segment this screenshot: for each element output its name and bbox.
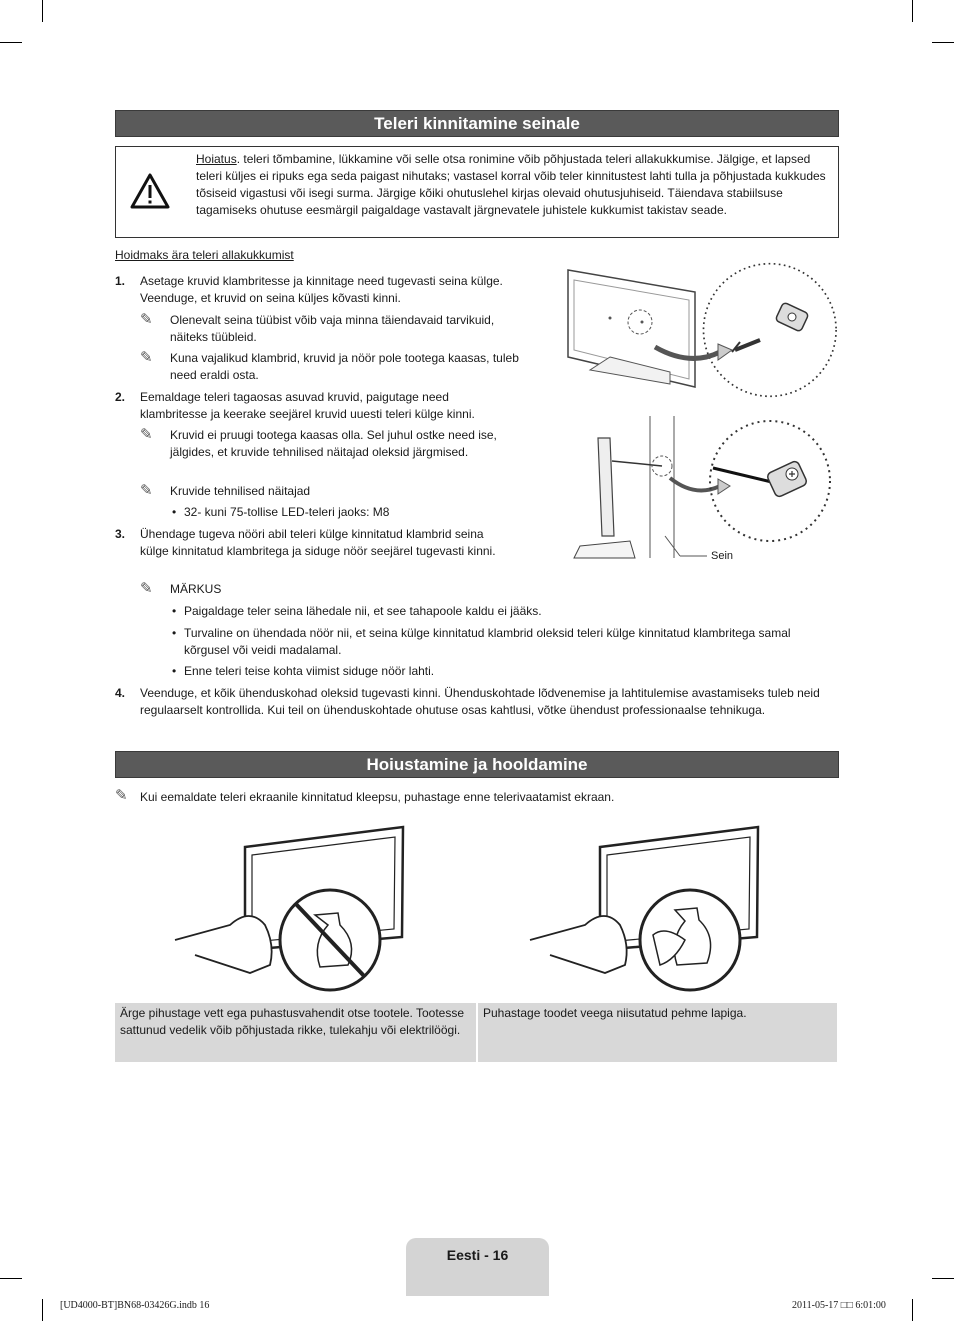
step-text: Ühendage tugeva nööri abil teleri külge kinnitatud klambrid seina külge kinnitatud klambritega ja siduge nöör seejärel tugevasti kinni. — [140, 527, 496, 558]
section-title-wall-mount: Teleri kinnitamine seinale — [115, 110, 839, 137]
bullet-text: 32- kuni 75-tollise LED-teleri jaoks: M8 — [184, 505, 390, 519]
bullet-dot: • — [172, 664, 177, 678]
bullet-text: Enne teleri teise kohta viimist siduge nöör lahti. — [184, 664, 435, 678]
crop-mark — [42, 0, 43, 22]
warning-triangle-icon — [130, 173, 170, 209]
tv-back-bracket-illustration — [560, 262, 840, 402]
pencil-note-icon: ✎ — [140, 482, 153, 499]
step-number: 1. — [115, 274, 126, 288]
caption-no-spray: Ärge pihustage vett ega puhastusvahendit otse tootele. Tootesse sattunud vedelik võib põhjustada rikke, tulekahju või elektrilöögi. — [115, 1003, 476, 1062]
pencil-note-icon: ✎ — [140, 349, 153, 366]
caption-wipe: Puhastage toodet veega niisutatud pehme lapiga. — [478, 1003, 837, 1062]
note-text: Olenevalt seina tüübist võib vaja minna täiendavaid tarvikuid, näiteks tüübleid. — [170, 313, 495, 344]
step-number: 3. — [115, 527, 126, 541]
wall-label: Sein — [711, 550, 734, 562]
bullet-dot: • — [172, 626, 177, 640]
step-number: 4. — [115, 686, 126, 700]
note-text: Kuna vajalikud klambrid, kruvid ja nöör pole tootega kaasas, tuleb need eraldi osta. — [170, 351, 519, 382]
pencil-note-icon: ✎ — [140, 311, 153, 328]
bullet-dot: • — [172, 505, 177, 519]
bullet-text: Turvaline on ühendada nöör nii, et seina külge kinnitatud klambrid oleksid teleri külge kinnitatud klambritega samal kõrgusel või veidi madalamal. — [184, 626, 791, 657]
tv-side-wall-illustration — [570, 416, 850, 566]
crop-mark — [912, 0, 913, 22]
no-spray-illustration — [170, 825, 410, 990]
crop-mark — [932, 42, 954, 43]
note-text: Kruvid ei pruugi tootega kaasas olla. Sel juhul ostke need ise, jälgides, et kruvide tehnilised näitajad oleksid järgmised. — [170, 428, 497, 459]
warning-text — [196, 151, 826, 219]
slug-file: [UD4000-BT]BN68-03426G.indb 16 — [60, 1300, 210, 1311]
crop-mark — [0, 1278, 22, 1279]
step-text: Veenduge, et kõik ühenduskohad oleksid tugevasti kinni. Ühenduskohtade lõdvenemise ja lahtitulemise avastamiseks tuleb neid regulaarselt kontrollida. Kui teil on ühenduskohtade ohutuse osas kahtlusi, võtke ühendust professionaalse tehnikuga. — [140, 686, 820, 717]
slug-date: 2011-05-17 □□ 6:01:00 — [792, 1300, 886, 1311]
warning-box — [115, 146, 839, 238]
section-title-storage-care: Hoiustamine ja hooldamine — [115, 751, 839, 778]
subheading-prevent-fall: Hoidmaks ära teleri allakukkumist — [115, 248, 294, 262]
step-number: 2. — [115, 390, 126, 404]
pencil-note-icon: ✎ — [115, 787, 128, 804]
bullet-text: Paigaldage teler seina lähedale nii, et see tahapoole kaldu ei jääks. — [184, 604, 542, 618]
wipe-cloth-illustration — [525, 825, 765, 990]
crop-mark — [0, 42, 22, 43]
crop-mark — [912, 1299, 913, 1321]
step-text: Eemaldage teleri tagaosas asuvad kruvid, paigutage need klambritesse ja keerake seejärel kruvid uuesti teleri külge kinni. — [140, 390, 475, 421]
crop-mark — [932, 1278, 954, 1279]
note-text: MÄRKUS — [170, 582, 222, 596]
warning-body: . teleri tõmbamine, lükkamine või selle otsa ronimine võib põhjustada teleri allakukkumise. Jälgige, et lapsed teleri küljes ei ripuks ega seda paigast nihutaks; vastasel korral võib teler kinnitustest lahti tulla ja põhjustada kukkudes tõsiseid vigastusi või isegi surma. Järgige kõiki ohutuslehel kirjas olevaid ohutusjuhiseid. Täiendava stabiilsuse tagamiseks ohutuse eesmärgil paigaldage vastavalt järgnevatele juhistele kukkumist takistav seade. — [196, 152, 826, 217]
note-text: Kui eemaldate teleri ekraanile kinnitatud kleepsu, puhastage enne telerivaatamist ekraan. — [140, 790, 615, 804]
page-number-tab: Eesti - 16 — [406, 1238, 549, 1296]
bullet-dot: • — [172, 604, 177, 618]
note-text: Kruvide tehnilised näitajad — [170, 484, 311, 498]
step-text: Asetage kruvid klambritesse ja kinnitage need tugevasti seina külge. Veenduge, et kruvid on seina küljes kõvasti kinni. — [140, 274, 503, 305]
crop-mark — [42, 1299, 43, 1321]
pencil-note-icon: ✎ — [140, 426, 153, 443]
pencil-note-icon: ✎ — [140, 580, 153, 597]
warning-label: Hoiatus — [196, 152, 237, 166]
